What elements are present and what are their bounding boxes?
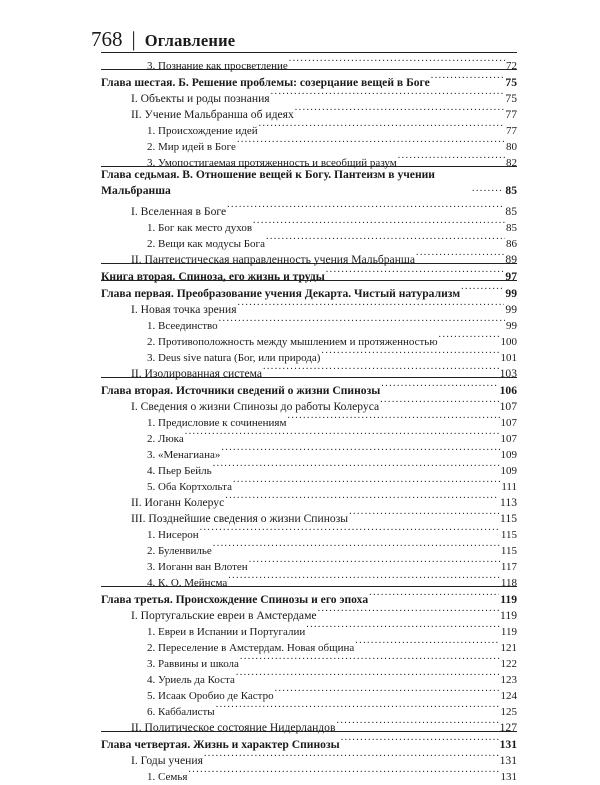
toc-page-number: 119	[500, 609, 517, 622]
toc-entry	[101, 522, 517, 541]
toc-entry-title: 5. Исаак Оробио де Кастро	[147, 690, 274, 702]
toc-page-number: 89	[505, 253, 517, 266]
dot-leader	[381, 378, 498, 394]
page-number: 768	[91, 27, 123, 51]
toc-chapter-entry	[101, 586, 517, 606]
toc-entry	[101, 490, 517, 509]
toc-entry	[101, 86, 517, 105]
toc-entry-title: 4. К. О. Мейнсма	[147, 577, 228, 589]
toc-entry	[101, 118, 517, 137]
toc-entry-title: III. Позднейшие сведения о жизни Спинозы	[131, 512, 349, 525]
dot-leader	[271, 86, 505, 102]
dot-leader	[326, 264, 505, 280]
toc-entry	[101, 715, 517, 734]
toc-page-number: 85	[505, 205, 517, 218]
toc-chapter-entry	[101, 377, 517, 397]
toc-entry	[101, 313, 517, 332]
toc-page-number: 75	[505, 76, 517, 89]
toc-chapter-entry	[101, 280, 517, 300]
dot-leader	[287, 410, 499, 426]
toc-entry	[101, 538, 517, 557]
toc-page-number: 80	[506, 141, 517, 153]
toc-entry-title: I. Португальские евреи в Амстердаме	[131, 609, 317, 622]
toc-entry-title: Глава третья. Происхождение Спинозы и его эпоха	[101, 593, 369, 606]
toc-page-number: 115	[500, 529, 517, 541]
toc-chapter-entry	[101, 731, 517, 751]
dot-leader	[295, 102, 505, 118]
toc-entry	[101, 683, 517, 702]
toc-entry-title: 3. Раввины и школа	[147, 658, 239, 670]
toc-entry-title: 2. Буленвилье	[147, 545, 212, 557]
dot-leader	[355, 635, 499, 651]
toc-page-number: 109	[500, 449, 517, 461]
toc-entry	[101, 410, 517, 429]
toc-entry	[101, 150, 517, 169]
toc-entry	[101, 570, 517, 589]
dot-leader	[259, 118, 505, 134]
toc-entry	[101, 345, 517, 364]
toc-entry-title: II. Политическое состояние Нидерландов	[131, 721, 336, 734]
toc-entry-title: 3. Deus sive natura (Бог, или природа)	[147, 352, 321, 364]
toc-entry-title: I. Объекты и роды познания	[131, 92, 270, 105]
dot-leader	[253, 215, 505, 231]
toc-entry-title: I. Сведения о жизни Спинозы до работы Колеруса	[131, 400, 380, 413]
toc-entry	[101, 667, 517, 686]
toc-entry-title: 4. Уриель да Коста	[147, 674, 235, 686]
toc-page-number: 113	[500, 496, 517, 509]
toc-entry-title: 4. Пьер Бейль	[147, 465, 212, 477]
toc-page-number: 106	[499, 384, 517, 397]
toc-entry-title: 3. Познание как просветление	[147, 60, 288, 72]
toc-entry-title: Глава шестая. Б. Решение проблемы: созерцание вещей в Боге	[101, 76, 430, 89]
dot-leader	[225, 490, 499, 506]
toc-page-number: 115	[500, 545, 517, 557]
dot-leader	[318, 603, 499, 619]
toc-entry	[101, 635, 517, 654]
dot-leader	[188, 764, 499, 780]
dot-leader	[336, 715, 498, 731]
dot-leader	[472, 183, 504, 199]
toc-entry	[101, 748, 517, 767]
toc-page-number: 75	[505, 92, 517, 105]
toc-page-number: 85	[506, 222, 517, 234]
dot-leader	[289, 53, 505, 69]
dot-leader	[266, 231, 505, 247]
dot-leader	[213, 538, 500, 554]
toc-entry	[101, 102, 517, 121]
toc-entry-title: 2. Противоположность между мышлением и протяженностью	[147, 336, 438, 348]
dot-leader	[263, 361, 499, 377]
dot-leader	[185, 426, 500, 442]
dot-leader	[249, 554, 500, 570]
toc-entry	[101, 474, 517, 493]
dot-leader	[213, 458, 500, 474]
toc-entry-title: I. Годы учения	[131, 754, 203, 767]
toc-entry	[101, 619, 517, 638]
toc-entry	[101, 215, 517, 234]
toc-entry-title: II. Учение Мальбранша об идеях	[131, 108, 294, 121]
toc-page-number: 131	[500, 771, 517, 783]
toc-entry	[101, 651, 517, 670]
toc-entry-title: 1. Евреи в Испании и Португалии	[147, 626, 306, 638]
toc-page-number: 109	[500, 465, 517, 477]
toc-page-number: 122	[500, 658, 517, 670]
dot-leader	[228, 570, 500, 586]
toc-chapter-entry	[101, 263, 517, 283]
toc-page-number: 77	[506, 125, 517, 137]
toc-entry	[101, 52, 517, 72]
toc-entry-title: 1. Бог как место духов	[147, 222, 253, 234]
toc-entry-title: 2. Переселение в Амстердам. Новая община	[147, 642, 355, 654]
dot-leader	[321, 345, 499, 361]
toc-entry	[101, 554, 517, 573]
toc-page-number: 107	[500, 417, 517, 429]
toc-entry	[101, 247, 517, 266]
dot-leader	[237, 134, 505, 150]
toc-entry	[101, 329, 517, 348]
toc-entry	[101, 134, 517, 153]
toc-page-number: 101	[500, 352, 517, 364]
toc-entry-title: 3. Иоганн ван Влотен	[147, 561, 248, 573]
dot-leader	[431, 70, 505, 86]
toc-entry	[101, 442, 517, 461]
toc-page-number: 103	[499, 367, 517, 380]
toc-entry-title: II. Пантеистическая направленность учения Мальбранша	[131, 253, 415, 266]
toc-entry-title: Глава вторая. Источники сведений о жизни Спинозы	[101, 384, 381, 397]
toc-entry	[101, 603, 517, 622]
toc-chapter-entry	[101, 69, 517, 89]
toc-entry	[101, 506, 517, 525]
toc-page-number: 72	[506, 60, 517, 72]
toc-page-number: 111	[501, 481, 517, 493]
dot-leader	[369, 587, 499, 603]
dot-leader	[233, 474, 500, 490]
toc-entry	[101, 458, 517, 477]
dot-leader	[380, 394, 498, 410]
dot-leader	[227, 199, 504, 215]
toc-entry	[101, 361, 517, 380]
toc-entry	[101, 764, 517, 783]
toc-entry	[101, 297, 517, 316]
toc-entry-title: I. Вселенная в Боге	[131, 205, 227, 218]
table-of-contents	[101, 52, 517, 783]
dot-leader	[341, 732, 499, 748]
dot-leader	[306, 619, 500, 635]
toc-entry	[101, 426, 517, 445]
dot-leader	[439, 329, 500, 345]
toc-entry-title: 2. Люка	[147, 433, 184, 445]
toc-entry	[101, 394, 517, 413]
toc-page-number: 119	[500, 593, 517, 606]
toc-page-number: 117	[500, 561, 517, 573]
header-separator: |	[131, 27, 136, 51]
toc-page-number: 77	[505, 108, 517, 121]
toc-page-number: 107	[499, 400, 517, 413]
toc-entry	[101, 231, 517, 250]
dot-leader	[219, 313, 505, 329]
toc-entry-title: 1. Семья	[147, 771, 188, 783]
dot-leader	[204, 748, 499, 764]
toc-entry-title: I. Новая точка зрения	[131, 303, 237, 316]
toc-entry-title: Глава седьмая. В. Отношение вещей к Богу. Пантеизм в учении Мальбранша	[101, 168, 435, 197]
toc-page-number: 85	[505, 184, 517, 197]
toc-page-number: 118	[500, 577, 517, 589]
toc-entry-title: 5. Оба Кортхольта	[147, 481, 232, 493]
toc-page-number: 100	[500, 336, 517, 348]
toc-page-number: 121	[500, 642, 517, 654]
toc-page-number: 119	[500, 626, 517, 638]
toc-entry-title: II. Изолированная система	[131, 367, 262, 380]
dot-leader	[416, 247, 504, 263]
toc-entry	[101, 699, 517, 718]
dot-leader	[200, 522, 500, 538]
toc-entry-title: Книга вторая. Спиноза, его жизнь и труды	[101, 270, 325, 283]
toc-entry-title: 2. Мир идей в Боге	[147, 141, 236, 153]
dot-leader	[236, 667, 500, 683]
toc-page-number: 82	[506, 157, 517, 169]
toc-page-number: 131	[499, 738, 517, 751]
dot-leader	[398, 150, 505, 166]
toc-entry-title: 2. Вещи как модусы Бога	[147, 238, 265, 250]
toc-page-number: 131	[499, 754, 517, 767]
toc-page-number: 115	[500, 512, 517, 525]
dot-leader	[221, 442, 499, 458]
toc-page-number: 123	[500, 674, 517, 686]
dot-leader	[216, 699, 500, 715]
toc-entry-title: II. Иоганн Колерус	[131, 496, 225, 509]
running-title: Оглавление	[144, 31, 236, 50]
toc-entry	[101, 199, 517, 218]
dot-leader	[275, 683, 500, 699]
toc-entry-title: 1. Нисерон	[147, 529, 199, 541]
toc-entry-title: 3. «Менагиана»	[147, 449, 221, 461]
toc-entry-title: 6. Каббалисты	[147, 706, 215, 718]
toc-entry-title: 3. Умопостигаемая протяженность и всеобщий разум	[147, 157, 397, 169]
toc-entry-title: 1. Всеединство	[147, 320, 218, 332]
toc-chapter-entry	[101, 166, 517, 199]
dot-leader	[240, 651, 500, 667]
toc-page-number: 124	[500, 690, 517, 702]
toc-page-number: 99	[505, 303, 517, 316]
dot-leader	[461, 281, 504, 297]
page-header	[91, 27, 235, 53]
toc-entry-title: Глава первая. Преобразование учения Декарта. Чистый натурализм	[101, 287, 461, 300]
toc-entry-title: Глава четвертая. Жизнь и характер Спинозы	[101, 738, 340, 751]
toc-page-number: 97	[505, 270, 517, 283]
dot-leader	[238, 297, 505, 313]
toc-page-number: 107	[500, 433, 517, 445]
toc-entry-title: 1. Предисловие к сочинениям	[147, 417, 287, 429]
toc-page-number: 99	[505, 287, 517, 300]
dot-leader	[349, 506, 499, 522]
toc-page-number: 125	[500, 706, 517, 718]
toc-page-number: 99	[506, 320, 517, 332]
toc-page-number: 127	[499, 721, 517, 734]
toc-entry-title: 1. Происхождение идей	[147, 125, 258, 137]
toc-page-number: 86	[506, 238, 517, 250]
